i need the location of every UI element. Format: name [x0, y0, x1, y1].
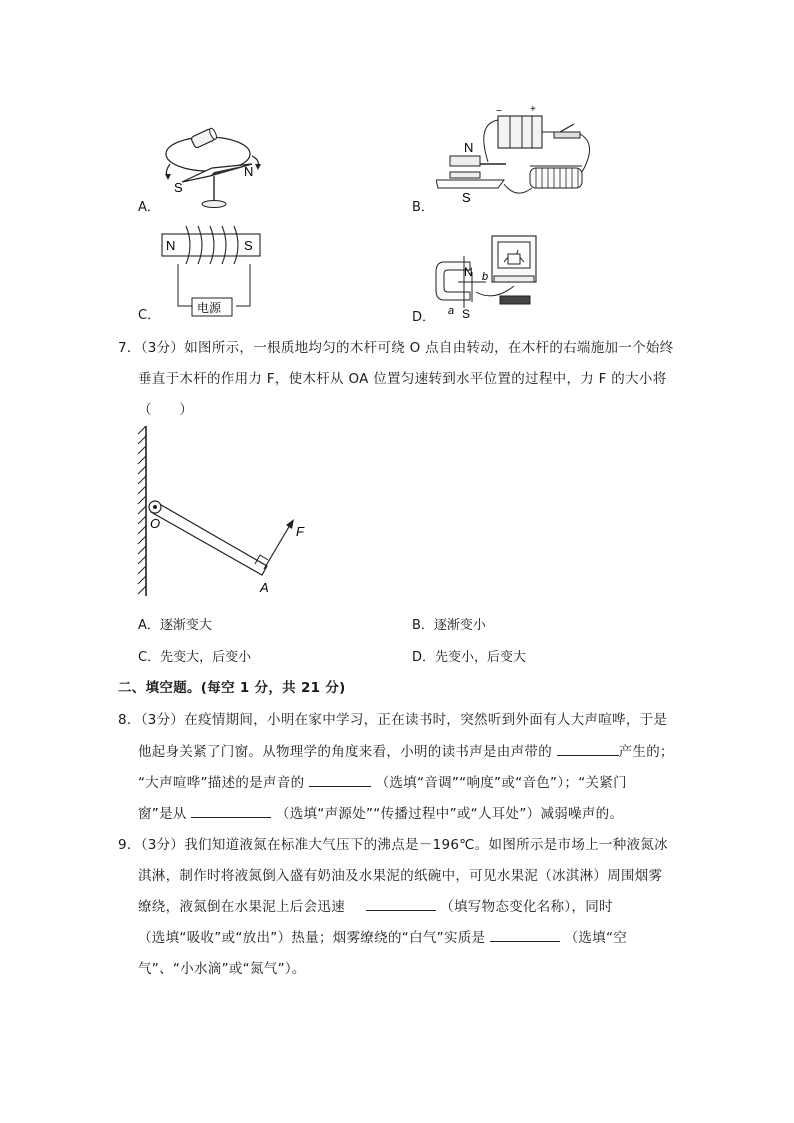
q8-line-1: 8．（3分）在疫情期间，小明在家中学习，正在读书时，突然听到外面有人大声喧哗，于是: [118, 712, 668, 728]
q8-line-2a: 他起身关紧了门窗。从物理学的角度来看，小明的读书声是由声带的: [138, 744, 552, 760]
q9-line-3b: （填写物态变化名称），同时: [440, 899, 613, 915]
q8-line-3b: （选填“音调”“响度”或“音色”）；“关紧门: [375, 775, 627, 791]
q7-line-3: （ ）: [138, 402, 194, 418]
fig-b-plus: +: [530, 104, 536, 115]
q9-line-4: [138, 926, 627, 946]
section-2-title: 二、填空题。(每空 1 分，共 21 分): [118, 680, 346, 696]
q9-line-4b: （选填“空: [564, 930, 628, 946]
fig-a-n-label: N: [244, 164, 254, 179]
q9-line-4a: （选填“吸收”或“放出”）热量；烟雾缭绕的“白气”实质是: [138, 930, 486, 946]
fig-d-b-label: b: [482, 271, 489, 283]
q8-line-4b: （选填“声源处”“传播过程中”或“人耳处”）减弱噪声的。: [275, 806, 624, 822]
figure-a-compass: [160, 124, 280, 212]
figure-b-circuit: [436, 104, 606, 208]
fig-d-a-label: a: [448, 305, 455, 317]
figure-d-galvanometer: [434, 232, 554, 322]
q7-a-label: A: [260, 580, 269, 595]
figure-c-solenoid: [158, 222, 266, 322]
fig-a-s-label: S: [174, 180, 183, 195]
fig-c-s-label: S: [244, 238, 253, 253]
q7-option-a[interactable]: A．逐渐变大: [138, 618, 212, 633]
q7-line-2: 垂直于木杆的作用力 F，使木杆从 OA 位置匀速转到水平位置的过程中，力 F 的大小将: [138, 371, 667, 387]
q9-line-1: 9．（3分）我们知道液氮在标准大气压下的沸点是－196℃。如图所示是市场上一种液氮冰: [118, 837, 668, 853]
q7-f-label: F: [296, 524, 304, 539]
q9-line-3a: 缭绕，液氮倒在水果泥上后会迅速: [138, 899, 345, 915]
fig-b-minus: −: [496, 106, 502, 117]
q7-option-c[interactable]: C．先变大，后变小: [138, 650, 252, 665]
q9-blank-2[interactable]: [490, 928, 560, 942]
q6-option-d[interactable]: D．: [412, 310, 436, 325]
q7-o-label: O: [150, 516, 161, 531]
q6-option-b[interactable]: B．: [412, 200, 434, 215]
q7-line-1: 7．（3分）如图所示，一根质地均匀的木杆可绕 O 点自由转动，在木杆的右端施加一个始终: [118, 340, 674, 356]
q8-line-3a: “大声喧哗”描述的是声音的: [138, 775, 305, 791]
q6-option-a[interactable]: A．: [138, 200, 160, 215]
q8-blank-2[interactable]: [309, 773, 371, 787]
fig-d-s-label: S: [462, 307, 471, 321]
q9-line-2: 淇淋，制作时将液氮倒入盛有奶油及水果泥的纸碗中，可见水果泥（冰淇淋）周围烟雾: [138, 868, 663, 884]
q8-blank-1[interactable]: [557, 742, 619, 756]
q9-line-5: 气”、“小水滴”或“氮气”）。: [138, 961, 306, 977]
fig-b-n-label: N: [464, 140, 474, 155]
q7-option-d[interactable]: D．先变小，后变大: [412, 650, 527, 665]
q8-line-4a: 窗”是从: [138, 806, 187, 822]
fig-c-power-label: 电源: [197, 301, 222, 315]
q8-line-2: [138, 740, 674, 760]
q8-blank-3[interactable]: [191, 804, 271, 818]
fig-c-n-label: N: [166, 238, 176, 253]
q6-option-c[interactable]: C．: [138, 308, 161, 323]
figure-q7-lever: [134, 424, 314, 600]
q9-blank-1[interactable]: [366, 897, 436, 911]
fig-b-s-label: S: [462, 190, 471, 205]
fig-d-n-label: N: [464, 265, 473, 279]
q8-line-4: [138, 802, 623, 822]
q7-option-b[interactable]: B．逐渐变小: [412, 618, 486, 633]
q8-line-3: [138, 771, 627, 791]
q9-line-3: [138, 895, 613, 915]
q8-line-2b: 产生的；: [618, 744, 674, 760]
